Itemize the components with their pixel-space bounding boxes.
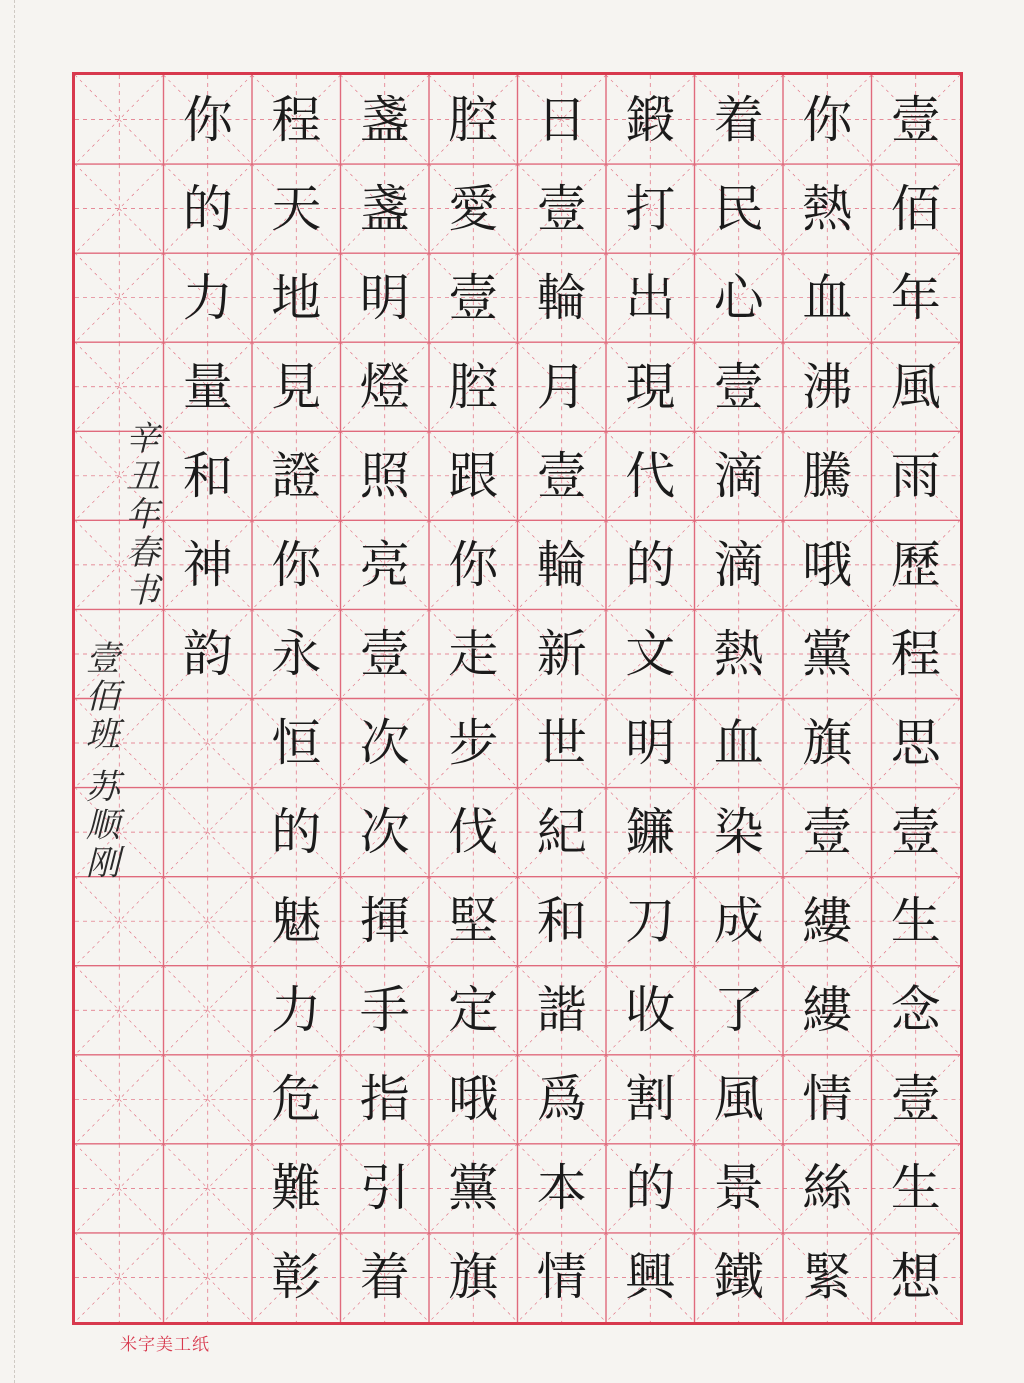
character-cell: 壹 <box>448 268 499 327</box>
character-cell: 引 <box>359 1159 410 1218</box>
character-cell: 情 <box>536 1248 587 1307</box>
character-cell: 輪 <box>536 535 587 594</box>
character-cell: 魅 <box>271 892 322 951</box>
character-cell: 月 <box>536 357 587 416</box>
character-cell: 熱 <box>713 624 764 683</box>
character-cell: 本 <box>536 1159 587 1218</box>
character-cell: 思 <box>890 714 941 773</box>
character-cell: 輪 <box>536 268 587 327</box>
character-cell: 步 <box>448 714 499 773</box>
signature-name: 壹佰班 苏顺刚 <box>79 640 120 883</box>
character-cell: 程 <box>890 624 941 683</box>
character-cell: 念 <box>890 981 941 1040</box>
character-cell: 滴 <box>713 535 764 594</box>
character-cell: 着 <box>713 90 764 149</box>
character-cell: 彰 <box>271 1248 322 1307</box>
character-cell: 刀 <box>625 892 676 951</box>
character-cell: 新 <box>536 624 587 683</box>
character-cell: 和 <box>182 446 233 505</box>
character-cell: 手 <box>359 981 410 1040</box>
character-cell: 壹 <box>890 803 941 862</box>
character-cell: 黨 <box>802 624 853 683</box>
character-cell: 情 <box>802 1070 853 1129</box>
character-cell: 雨 <box>890 446 941 505</box>
character-cell: 生 <box>890 892 941 951</box>
character-cell: 證 <box>271 446 322 505</box>
character-cell: 民 <box>713 179 764 238</box>
character-cell: 熱 <box>802 179 853 238</box>
character-cell: 次 <box>359 803 410 862</box>
character-cell: 年 <box>890 268 941 327</box>
character-cell: 出 <box>625 268 676 327</box>
character-cell: 地 <box>271 268 322 327</box>
character-cell: 絲 <box>802 1159 853 1218</box>
character-cell: 壹 <box>890 90 941 149</box>
character-cell: 哦 <box>448 1070 499 1129</box>
character-cell: 你 <box>448 535 499 594</box>
character-cell: 血 <box>713 714 764 773</box>
character-cell: 景 <box>713 1159 764 1218</box>
character-cell: 腔 <box>448 357 499 416</box>
character-cell: 伐 <box>448 803 499 862</box>
character-cell: 現 <box>625 357 676 416</box>
character-cell: 的 <box>271 803 322 862</box>
character-cell: 力 <box>182 268 233 327</box>
character-cell: 韵 <box>182 624 233 683</box>
character-cell: 永 <box>271 624 322 683</box>
character-cell: 鐵 <box>713 1248 764 1307</box>
character-cell: 量 <box>182 357 233 416</box>
calligraphy-text <box>75 75 960 1322</box>
character-cell: 程 <box>271 90 322 149</box>
character-cell: 壹 <box>536 446 587 505</box>
character-cell: 次 <box>359 714 410 773</box>
character-cell: 染 <box>713 803 764 862</box>
character-cell: 成 <box>713 892 764 951</box>
signature-date: 辛丑年春书 <box>119 420 160 610</box>
character-cell: 沸 <box>802 357 853 416</box>
character-cell: 佰 <box>890 179 941 238</box>
character-cell: 興 <box>625 1248 676 1307</box>
character-cell: 壹 <box>890 1070 941 1129</box>
character-cell: 壹 <box>802 803 853 862</box>
character-cell: 旗 <box>802 714 853 773</box>
character-cell: 收 <box>625 981 676 1040</box>
character-cell: 日 <box>536 90 587 149</box>
character-cell: 縷 <box>802 892 853 951</box>
character-cell: 壹 <box>536 179 587 238</box>
character-cell: 揮 <box>359 892 410 951</box>
character-cell: 壹 <box>359 624 410 683</box>
character-cell: 打 <box>625 179 676 238</box>
character-cell: 神 <box>182 535 233 594</box>
character-cell: 的 <box>182 179 233 238</box>
character-cell: 世 <box>536 714 587 773</box>
character-cell: 紀 <box>536 803 587 862</box>
character-cell: 了 <box>713 981 764 1040</box>
character-cell: 縷 <box>802 981 853 1040</box>
character-cell: 壹 <box>713 357 764 416</box>
character-cell: 和 <box>536 892 587 951</box>
character-cell: 亮 <box>359 535 410 594</box>
character-cell: 滴 <box>713 446 764 505</box>
character-cell: 照 <box>359 446 410 505</box>
mi-grid-paper <box>72 72 963 1325</box>
character-cell: 爲 <box>536 1070 587 1129</box>
character-cell: 你 <box>271 535 322 594</box>
character-cell: 緊 <box>802 1248 853 1307</box>
character-cell: 恒 <box>271 714 322 773</box>
character-cell: 代 <box>625 446 676 505</box>
character-cell: 的 <box>625 1159 676 1218</box>
character-cell: 明 <box>359 268 410 327</box>
paper-brand-label: 米字美工纸 <box>120 1335 210 1355</box>
character-cell: 指 <box>359 1070 410 1129</box>
character-cell: 天 <box>271 179 322 238</box>
character-cell: 歷 <box>890 535 941 594</box>
character-cell: 堅 <box>448 892 499 951</box>
character-cell: 騰 <box>802 446 853 505</box>
character-cell: 割 <box>625 1070 676 1129</box>
character-cell: 諧 <box>536 981 587 1040</box>
character-cell: 難 <box>271 1159 322 1218</box>
character-cell: 定 <box>448 981 499 1040</box>
character-cell: 你 <box>802 90 853 149</box>
character-cell: 旗 <box>448 1248 499 1307</box>
character-cell: 你 <box>182 90 233 149</box>
character-cell: 鍛 <box>625 90 676 149</box>
character-cell: 黨 <box>448 1159 499 1218</box>
character-cell: 的 <box>625 535 676 594</box>
character-cell: 走 <box>448 624 499 683</box>
character-cell: 盞 <box>359 90 410 149</box>
binding-guide-line <box>14 0 15 1383</box>
character-cell: 生 <box>890 1159 941 1218</box>
character-cell: 文 <box>625 624 676 683</box>
character-cell: 風 <box>890 357 941 416</box>
character-cell: 燈 <box>359 357 410 416</box>
character-cell: 想 <box>890 1248 941 1307</box>
character-cell: 血 <box>802 268 853 327</box>
character-cell: 盞 <box>359 179 410 238</box>
character-cell: 明 <box>625 714 676 773</box>
character-cell: 見 <box>271 357 322 416</box>
character-cell: 風 <box>713 1070 764 1129</box>
character-cell: 力 <box>271 981 322 1040</box>
character-cell: 着 <box>359 1248 410 1307</box>
character-cell: 鐮 <box>625 803 676 862</box>
character-cell: 跟 <box>448 446 499 505</box>
character-cell: 腔 <box>448 90 499 149</box>
character-cell: 心 <box>713 268 764 327</box>
character-cell: 危 <box>271 1070 322 1129</box>
character-cell: 哦 <box>802 535 853 594</box>
character-cell: 愛 <box>448 179 499 238</box>
